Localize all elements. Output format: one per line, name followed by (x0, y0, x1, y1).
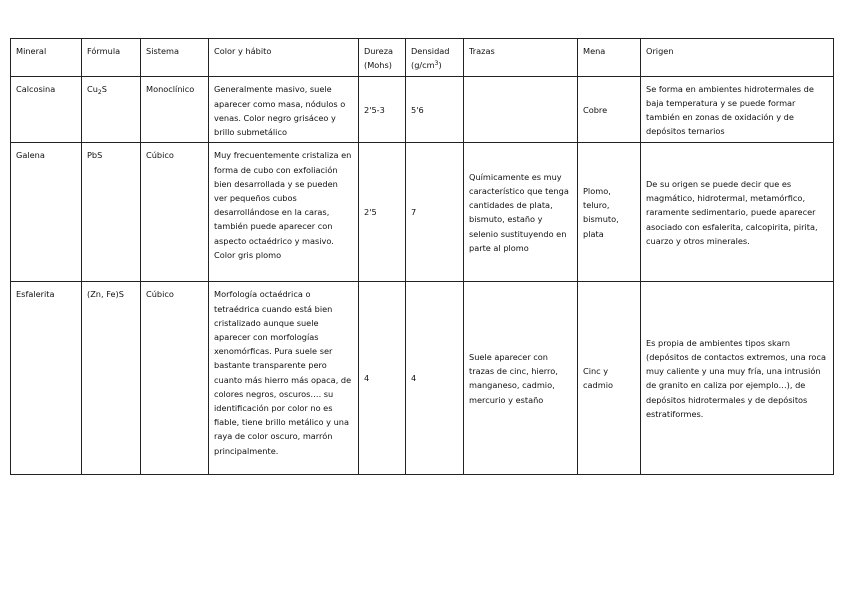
header-system: Sistema (141, 39, 209, 77)
header-ore: Mena (578, 39, 641, 77)
cell-density: 5'6 (406, 77, 464, 143)
cell-hardness: 4 (359, 282, 406, 475)
formula-main: Cu (87, 84, 98, 95)
cell-mineral: Galena (11, 143, 82, 282)
cell-system: Monoclínico (141, 77, 209, 143)
cell-color: Morfología octaédrica o tetraédrica cuando está bien cristalizado aunque suele aparecer con morfologías xenomórficas. Pura suele ser bastante transparente pero cuanto más hierro más opaca, de colores negros, oscuros…. su identificación por color no es fiable, tiene brillo metálico y una raya de color oscuro, marrón principalmente. (209, 282, 359, 475)
header-density (406, 39, 464, 77)
header-hardness-line1: Dureza (364, 46, 394, 56)
header-mineral: Mineral (11, 39, 82, 77)
cell-hardness: 2'5 (359, 143, 406, 282)
table-row (11, 77, 834, 143)
formula-rest: S (101, 84, 107, 95)
cell-mineral: Esfalerita (11, 282, 82, 475)
cell-formula: (Zn, Fe)S (82, 282, 141, 475)
cell-formula: PbS (82, 143, 141, 282)
header-hardness (359, 39, 406, 77)
cell-color: Generalmente masivo, suele aparecer como masa, nódulos o venas. Color negro grisáceo y brillo submetálico (209, 77, 359, 143)
table-header-row (11, 39, 834, 77)
cell-traces: Químicamente es muy característico que tenga cantidades de plata, bismuto, estaño y selenio sustituyendo en parte al plomo (464, 143, 578, 282)
cell-ore: Cobre (578, 77, 641, 143)
cell-color: Muy frecuentemente cristaliza en forma de cubo con exfoliación bien desarrollada y se pueden ver pequeños cubos desarrollándose en la caras, también puede aparecer con aspecto octaédrico y masivo. Color gris plomo (209, 143, 359, 282)
cell-formula (82, 77, 141, 143)
header-density-close: ) (438, 60, 442, 71)
header-density-sup: 3 (434, 60, 439, 68)
cell-system: Cúbico (141, 282, 209, 475)
header-density-line2: (g/cm (411, 60, 435, 71)
header-color: Color y hábito (209, 39, 359, 77)
cell-origin: Es propia de ambientes tipos skarn (depósitos de contactos extremos, una roca muy caliente y una muy fría, una intrusión de granito en caliza por ejemplo…), de depósitos hidrotermales y de depósitos estratiformes. (641, 282, 834, 475)
cell-origin: Se forma en ambientes hidrotermales de baja temperatura y se puede formar también en zonas de oxidación y de depósitos ternarios (641, 77, 834, 143)
header-formula: Fórmula (82, 39, 141, 77)
header-hardness-line2: (Mohs) (364, 60, 392, 71)
header-origin: Origen (641, 39, 834, 77)
header-density-line1: Densidad (411, 46, 450, 56)
header-traces: Trazas (464, 39, 578, 77)
cell-ore: Plomo, teluro, bismuto, plata (578, 143, 641, 282)
table-row (11, 282, 834, 475)
formula-subscript: 2 (97, 89, 102, 97)
cell-traces: Suele aparecer con trazas de cinc, hierro, manganeso, cadmio, mercurio y estaño (464, 282, 578, 475)
cell-density: 7 (406, 143, 464, 282)
cell-mineral: Calcosina (11, 77, 82, 143)
cell-system: Cúbico (141, 143, 209, 282)
cell-hardness: 2'5-3 (359, 77, 406, 143)
minerals-table (10, 38, 834, 475)
table-row (11, 143, 834, 282)
cell-density: 4 (406, 282, 464, 475)
cell-traces (464, 77, 578, 143)
cell-ore: Cinc y cadmio (578, 282, 641, 475)
cell-origin: De su origen se puede decir que es magmático, hidrotermal, metamórfico, raramente sedimentario, puede aparecer asociado con esfalerita, calcopirita, pirita, cuarzo y otros minerales. (641, 143, 834, 282)
